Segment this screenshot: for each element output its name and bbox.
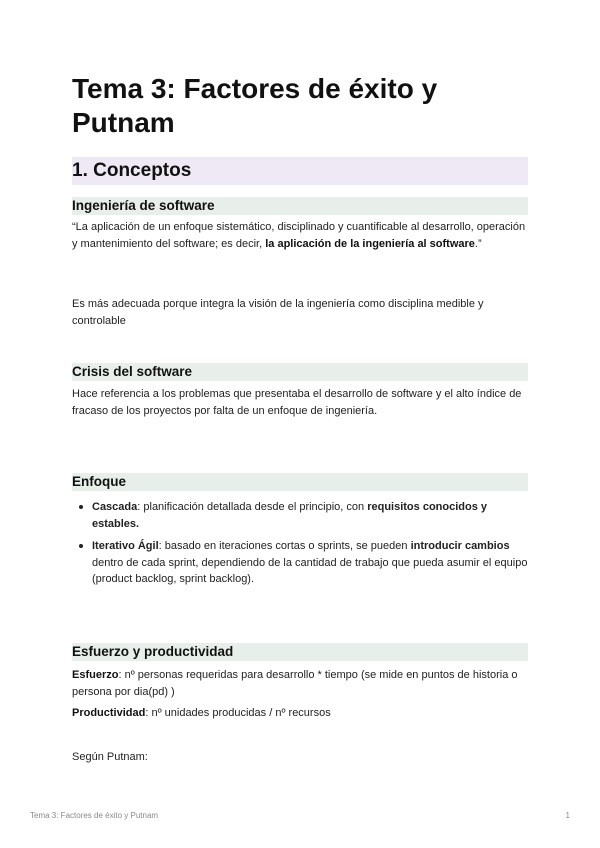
list-item-text: : planificación detallada desde el principio, con (137, 501, 368, 513)
subheading-esfuerzo: Esfuerzo y productividad (72, 644, 234, 659)
section-heading-conceptos: 1. Conceptos (72, 160, 192, 181)
list-item-iterativo (72, 538, 528, 588)
ingenieria-definition (72, 219, 528, 252)
list-item-text-end: dentro de cada sprint, dependiendo de la cantidad de trabajo que pueda asumir el equipo (product backlog, sprint backlog). (92, 556, 528, 585)
subheading-band (72, 473, 528, 491)
esfuerzo-text: : nº personas requeridas para desarrollo * tiempo (se mide en puntos de historia o persona por dia(pd) ) (72, 669, 518, 698)
productividad-definition (72, 705, 528, 722)
bullet-icon (79, 505, 83, 509)
putnam-text: Según Putnam: (72, 751, 148, 763)
subheading-enfoque: Enfoque (72, 474, 126, 489)
page-title: Tema 3: Factores de éxito y Putnam (72, 73, 438, 138)
esfuerzo-label: Esfuerzo (72, 669, 119, 681)
bullet-icon (79, 544, 83, 548)
enfoque-list (72, 499, 528, 594)
definition-text: “La aplicación de un enfoque sistemático, disciplinado y cuantificable al desarrollo, operación y mantenimiento del software; es decir, (72, 221, 526, 250)
footer-title: Tema 3: Factores de éxito y Putnam (30, 811, 159, 820)
ingenieria-note: Es más adecuada porque integra la visión de la ingeniería como disciplina medible y controlable (72, 298, 484, 327)
subheading-crisis: Crisis del software (72, 364, 193, 379)
productividad-label: Productividad (72, 707, 146, 719)
page-number: 1 (565, 811, 570, 820)
crisis-text: Hace referencia a los problemas que presentaba el desarrollo de software y el alto índice de fracaso de los proyectos por falta de un enfoque de ingeniería. (72, 388, 522, 417)
list-item-label: Iterativo Ágil (92, 540, 159, 552)
subheading-ingenieria: Ingeniería de software (72, 198, 215, 213)
list-item-label: Cascada (92, 501, 138, 513)
list-item-cascada (72, 499, 528, 532)
definition-bold: la aplicación de la ingeniería al software (265, 237, 475, 250)
list-item-text: : basado en iteraciones cortas o sprints, se pueden (158, 540, 411, 552)
definition-end: .” (474, 237, 482, 250)
list-item-bold: introducir cambios (410, 540, 510, 552)
list-item-bold: requisitos conocidos y estables. (92, 501, 488, 530)
esfuerzo-definition (72, 667, 528, 700)
productividad-text: : nº unidades producidas / nº recursos (145, 707, 331, 719)
